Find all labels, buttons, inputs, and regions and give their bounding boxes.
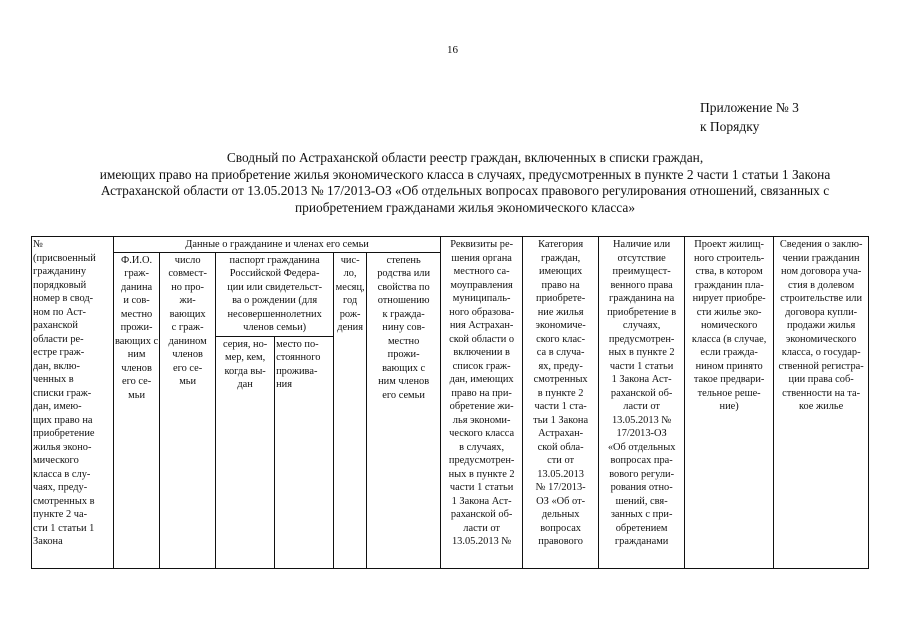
header-cell-birthdate	[334, 252, 367, 568]
cell-line: Ф.И.О.	[121, 254, 153, 266]
cell-line: ченных в	[33, 374, 74, 385]
cell-line: местно	[387, 335, 420, 347]
appendix-line: Приложение № 3	[700, 100, 799, 115]
cell-line: чении гражданин	[782, 252, 860, 264]
cell-line: серия, но-	[222, 338, 268, 350]
cell-line: ственности на та-	[782, 387, 861, 399]
cell-line: ции или свидетельст-	[227, 281, 323, 293]
cell-line: гражданами	[614, 536, 669, 547]
cell-line: ного образова-	[449, 306, 515, 318]
cell-line: приобретение в	[607, 306, 677, 318]
cell-line: смотренных в	[33, 495, 95, 507]
cell-line: смотренных	[533, 374, 588, 385]
cell-line: предусмотрен-	[448, 455, 515, 466]
cell-line: число	[174, 254, 201, 266]
cell-line: 1 Закона Аст-	[611, 374, 672, 385]
cell-line: пункте 2 ча-	[33, 509, 88, 520]
header-cell-passport	[216, 252, 334, 336]
cell-line: преимущест-	[612, 266, 671, 277]
header-cell-number	[32, 237, 114, 569]
cell-line: год	[343, 295, 358, 306]
cell-line: номер в свод-	[33, 293, 94, 304]
cell-line: свойства по	[377, 281, 430, 293]
cell-line: занных с при-	[610, 509, 673, 520]
cell-line: прожи-	[387, 349, 420, 360]
cell-line: 13.05.2013	[537, 468, 584, 480]
cell-line: «Об отдельных	[607, 441, 676, 453]
header-cell-group: Данные о гражданине и членах его семьи	[114, 237, 441, 253]
cell-line: экономиче-	[535, 320, 586, 331]
title-line: Сводный по Астраханской области реестр граждан, включенных в списки граждан,	[226, 150, 704, 165]
cell-lines	[600, 238, 683, 549]
cell-line: правового	[538, 536, 583, 547]
cell-line: раханской об-	[610, 387, 673, 399]
cell-line: Категория	[538, 239, 584, 250]
cell-line: когда вы-	[224, 365, 266, 377]
cell-line: если гражда-	[700, 347, 758, 358]
cell-line: договора купли-	[785, 306, 858, 318]
cell-line: сти жилье эко-	[696, 306, 762, 318]
cell-line: ло,	[343, 268, 357, 279]
header-cell-kinship	[367, 252, 441, 568]
cell-lines	[335, 254, 365, 335]
cell-line: 1 Закона Аст-	[451, 495, 512, 507]
cell-line: ции права соб-	[788, 374, 854, 385]
cell-line: нирует приобре-	[692, 293, 766, 304]
cell-line: ского клас-	[536, 333, 586, 345]
cell-line: совмест-	[168, 268, 207, 279]
cell-line: ных в пункте 2	[608, 347, 675, 358]
cell-line: вопросах	[540, 522, 582, 534]
cell-line: части 1 статьи	[449, 482, 514, 493]
cell-line: ние жилья	[537, 306, 584, 318]
cell-line: ных в пункте 2	[448, 468, 515, 480]
cell-line: членов	[121, 362, 152, 374]
cell-line: и сов-	[123, 295, 150, 306]
cell-line: предусмотрен-	[608, 333, 675, 345]
cell-line: право на	[541, 279, 580, 291]
cell-line: Реквизиты ре-	[450, 239, 514, 250]
cell-line: муниципаль-	[452, 293, 511, 304]
cell-line: жи-	[179, 295, 196, 306]
title-line: Астраханской области от 13.05.2013 № 17/2013-ОЗ «Об отдельных вопросах правового регулирования отношений, связанных с	[100, 183, 830, 198]
cell-line: ОЗ «Об от-	[536, 495, 586, 507]
cell-line: случаях,	[622, 320, 661, 331]
cell-line: класса, о государ-	[781, 347, 861, 358]
cell-line: граж-	[124, 268, 149, 279]
cell-line: степень	[386, 254, 421, 266]
cell-line: ской области о	[449, 333, 515, 345]
cell-line: список граж-	[452, 360, 511, 372]
header-cell-family-count	[160, 252, 216, 568]
cell-line: вопросах пра-	[610, 455, 673, 466]
cell-line: ния	[276, 379, 293, 390]
cell-line: вового регули-	[609, 468, 675, 480]
cell-line: шения органа	[451, 252, 512, 264]
cell-line: членов семьи)	[243, 322, 307, 333]
appendix-line: к Порядку	[700, 119, 760, 134]
cell-line: дан, вклю-	[33, 360, 81, 372]
cell-line: Закона	[33, 536, 63, 547]
cell-line: №	[33, 239, 43, 250]
cell-line: венного права	[610, 279, 673, 291]
cell-line: имеющих	[538, 266, 583, 277]
header-cell-requisites	[441, 237, 523, 569]
cell-line: нину сов-	[382, 322, 425, 333]
cell-line: родства или	[377, 268, 431, 279]
title-line: имеющих право на приобретение жилья экономического класса в случаях, предусмотренных в пункте 2 части 1 статьи 1 Закона	[99, 166, 831, 182]
cell-line: в случаях,	[459, 441, 505, 453]
cell-line: ним	[127, 349, 146, 360]
cell-line: данином	[168, 335, 207, 347]
cell-line: чис-	[340, 254, 360, 266]
cell-lines	[775, 238, 867, 414]
cell-line: Астрахан-	[538, 428, 584, 439]
cell-lines	[524, 238, 597, 549]
cell-line: номического	[700, 320, 758, 331]
cell-line: тьи 1 Закона	[533, 414, 589, 426]
cell-line: гражданин пла-	[694, 279, 764, 291]
cell-lines	[276, 338, 332, 392]
cell-line: ния Астрахан-	[449, 320, 514, 331]
cell-line: 13.05.2013 №	[611, 414, 672, 426]
page-number: 16	[447, 44, 458, 56]
cell-lines	[161, 254, 214, 389]
cell-line: нином принято	[695, 360, 763, 372]
cell-line: вающих с	[382, 362, 426, 374]
cell-line: к гражда-	[382, 308, 425, 320]
cell-line: стия в долевом	[788, 279, 855, 291]
cell-line: прожи-	[120, 322, 153, 333]
cell-line: ласти от	[623, 401, 660, 412]
cell-line: дения	[337, 322, 364, 333]
cell-line: дельных	[541, 509, 580, 520]
cell-line: с граж-	[171, 322, 204, 333]
cell-line: приобретение	[33, 428, 95, 439]
cell-line: гражданина на	[609, 293, 675, 304]
cell-line: мического	[33, 455, 79, 466]
cell-line: гражданину	[33, 266, 87, 277]
cell-line: списки граж-	[33, 387, 92, 399]
cell-line: в пункте 2	[537, 387, 584, 399]
cell-line: дан, имею-	[33, 401, 82, 412]
cell-line: ном договора уча-	[780, 266, 862, 277]
cell-line: порядковый	[33, 279, 87, 291]
cell-line: местного са-	[453, 266, 510, 277]
cell-line: жилья эконо-	[33, 441, 92, 453]
cell-line: ственной регистра-	[778, 360, 864, 372]
cell-line: его се-	[173, 362, 203, 374]
cell-line: шений, свя-	[615, 495, 668, 507]
cell-line: 17/2013-ОЗ	[616, 428, 667, 439]
cell-line: ях, преду-	[538, 360, 583, 372]
cell-line: строительстве или	[780, 293, 863, 304]
cell-line: ческого класса	[449, 428, 515, 439]
cell-line: приобрете-	[536, 293, 586, 304]
document-title	[50, 150, 880, 216]
header-cell-passport-series	[216, 336, 275, 568]
cell-line: место по-	[276, 338, 319, 350]
cell-line: Сведения о заклю-	[779, 239, 863, 250]
header-cell-housing-project	[685, 237, 774, 569]
cell-line: ного строитель-	[693, 252, 765, 264]
cell-line: вающих	[169, 308, 206, 320]
cell-line: чаях, преду-	[33, 482, 88, 493]
cell-line: данина	[120, 281, 153, 293]
cell-line: 13.05.2013 №	[451, 536, 512, 547]
cell-line: раханской	[33, 320, 78, 331]
cell-line: месяц,	[335, 281, 365, 293]
cell-lines	[115, 254, 158, 403]
cell-line: отсутствие	[617, 252, 666, 264]
appendix-caption	[700, 98, 799, 136]
cell-line: моуправления	[450, 279, 513, 291]
cell-lines	[442, 238, 521, 549]
cell-line: отношению	[377, 295, 430, 306]
cell-line: лья экономи-	[452, 414, 511, 426]
cell-lines	[686, 238, 772, 414]
cell-line: прожива-	[276, 365, 318, 377]
cell-line: вающих с	[115, 335, 159, 347]
cell-line: класса в слу-	[33, 468, 91, 480]
registry-table-wrapper	[31, 236, 869, 569]
cell-line: ласти от	[463, 522, 500, 534]
header-cell-contract-info	[774, 237, 869, 569]
cell-line: рования отно-	[610, 482, 673, 493]
cell-lines	[368, 254, 439, 403]
cell-line: такое предвари-	[693, 374, 765, 385]
cell-line: рож-	[339, 308, 361, 320]
cell-line: мьи	[179, 376, 197, 387]
cell-lines	[217, 338, 273, 392]
cell-line: части 1 статьи	[609, 360, 674, 372]
cell-line: № 17/2013-	[535, 482, 586, 493]
cell-line: Российской Федера-	[229, 268, 320, 279]
cell-lines	[33, 238, 112, 549]
cell-lines	[217, 254, 332, 335]
cell-line: раханской об-	[450, 509, 513, 520]
cell-line: местно	[120, 308, 153, 320]
cell-line: право на при-	[451, 387, 512, 399]
cell-line: естре граж-	[33, 347, 85, 358]
cell-line: продажи жилья	[786, 320, 856, 331]
cell-line: граждан,	[540, 252, 581, 264]
cell-line: но про-	[171, 281, 204, 293]
cell-line: щих право на	[33, 414, 93, 426]
cell-line: дан	[237, 379, 253, 390]
header-cell-category	[523, 237, 599, 569]
header-cell-residence	[275, 336, 334, 568]
cell-line: ва о рождении (для	[232, 295, 318, 306]
header-cell-fio	[114, 252, 160, 568]
cell-line: обретением	[615, 522, 668, 534]
cell-line: ние)	[719, 401, 739, 412]
cell-line: сти 1 статьи 1	[33, 522, 95, 534]
cell-line: мер, кем,	[225, 352, 266, 363]
cell-line: тельное реше-	[697, 387, 761, 399]
cell-line: мьи	[128, 389, 145, 401]
cell-line: ской обла-	[537, 441, 584, 453]
cell-line: его се-	[121, 376, 152, 387]
cell-line: части 1 ста-	[534, 401, 587, 412]
table-header-row	[32, 237, 869, 253]
cell-line: области ре-	[33, 333, 84, 345]
title-line: приобретением гражданами жилья экономического класса»	[294, 199, 636, 215]
cell-line: ним членов	[378, 376, 430, 387]
cell-line: его семьи	[382, 389, 425, 401]
cell-line: (присвоенный	[33, 252, 96, 264]
header-cell-preemptive-right	[599, 237, 685, 569]
cell-line: стоянного	[276, 352, 321, 363]
cell-line: экономического	[785, 333, 857, 345]
cell-line: включении в	[453, 347, 510, 358]
cell-line: сти от	[547, 455, 575, 466]
cell-line: ства, в котором	[695, 266, 763, 277]
cell-line: кое жилье	[798, 401, 844, 412]
registry-table	[31, 236, 869, 569]
cell-line: обретение жи-	[449, 401, 514, 412]
cell-line: Наличие или	[612, 239, 671, 250]
cell-line: ном по Аст-	[33, 306, 86, 318]
cell-line: Проект жилищ-	[694, 239, 764, 250]
cell-line: са в случа-	[536, 347, 585, 358]
cell-line: паспорт гражданина	[229, 254, 320, 266]
cell-line: класса (в случае,	[691, 333, 767, 345]
cell-line: членов	[172, 349, 203, 360]
cell-line: несовершеннолетних	[227, 308, 322, 320]
cell-line: дан, имеющих	[449, 374, 514, 385]
